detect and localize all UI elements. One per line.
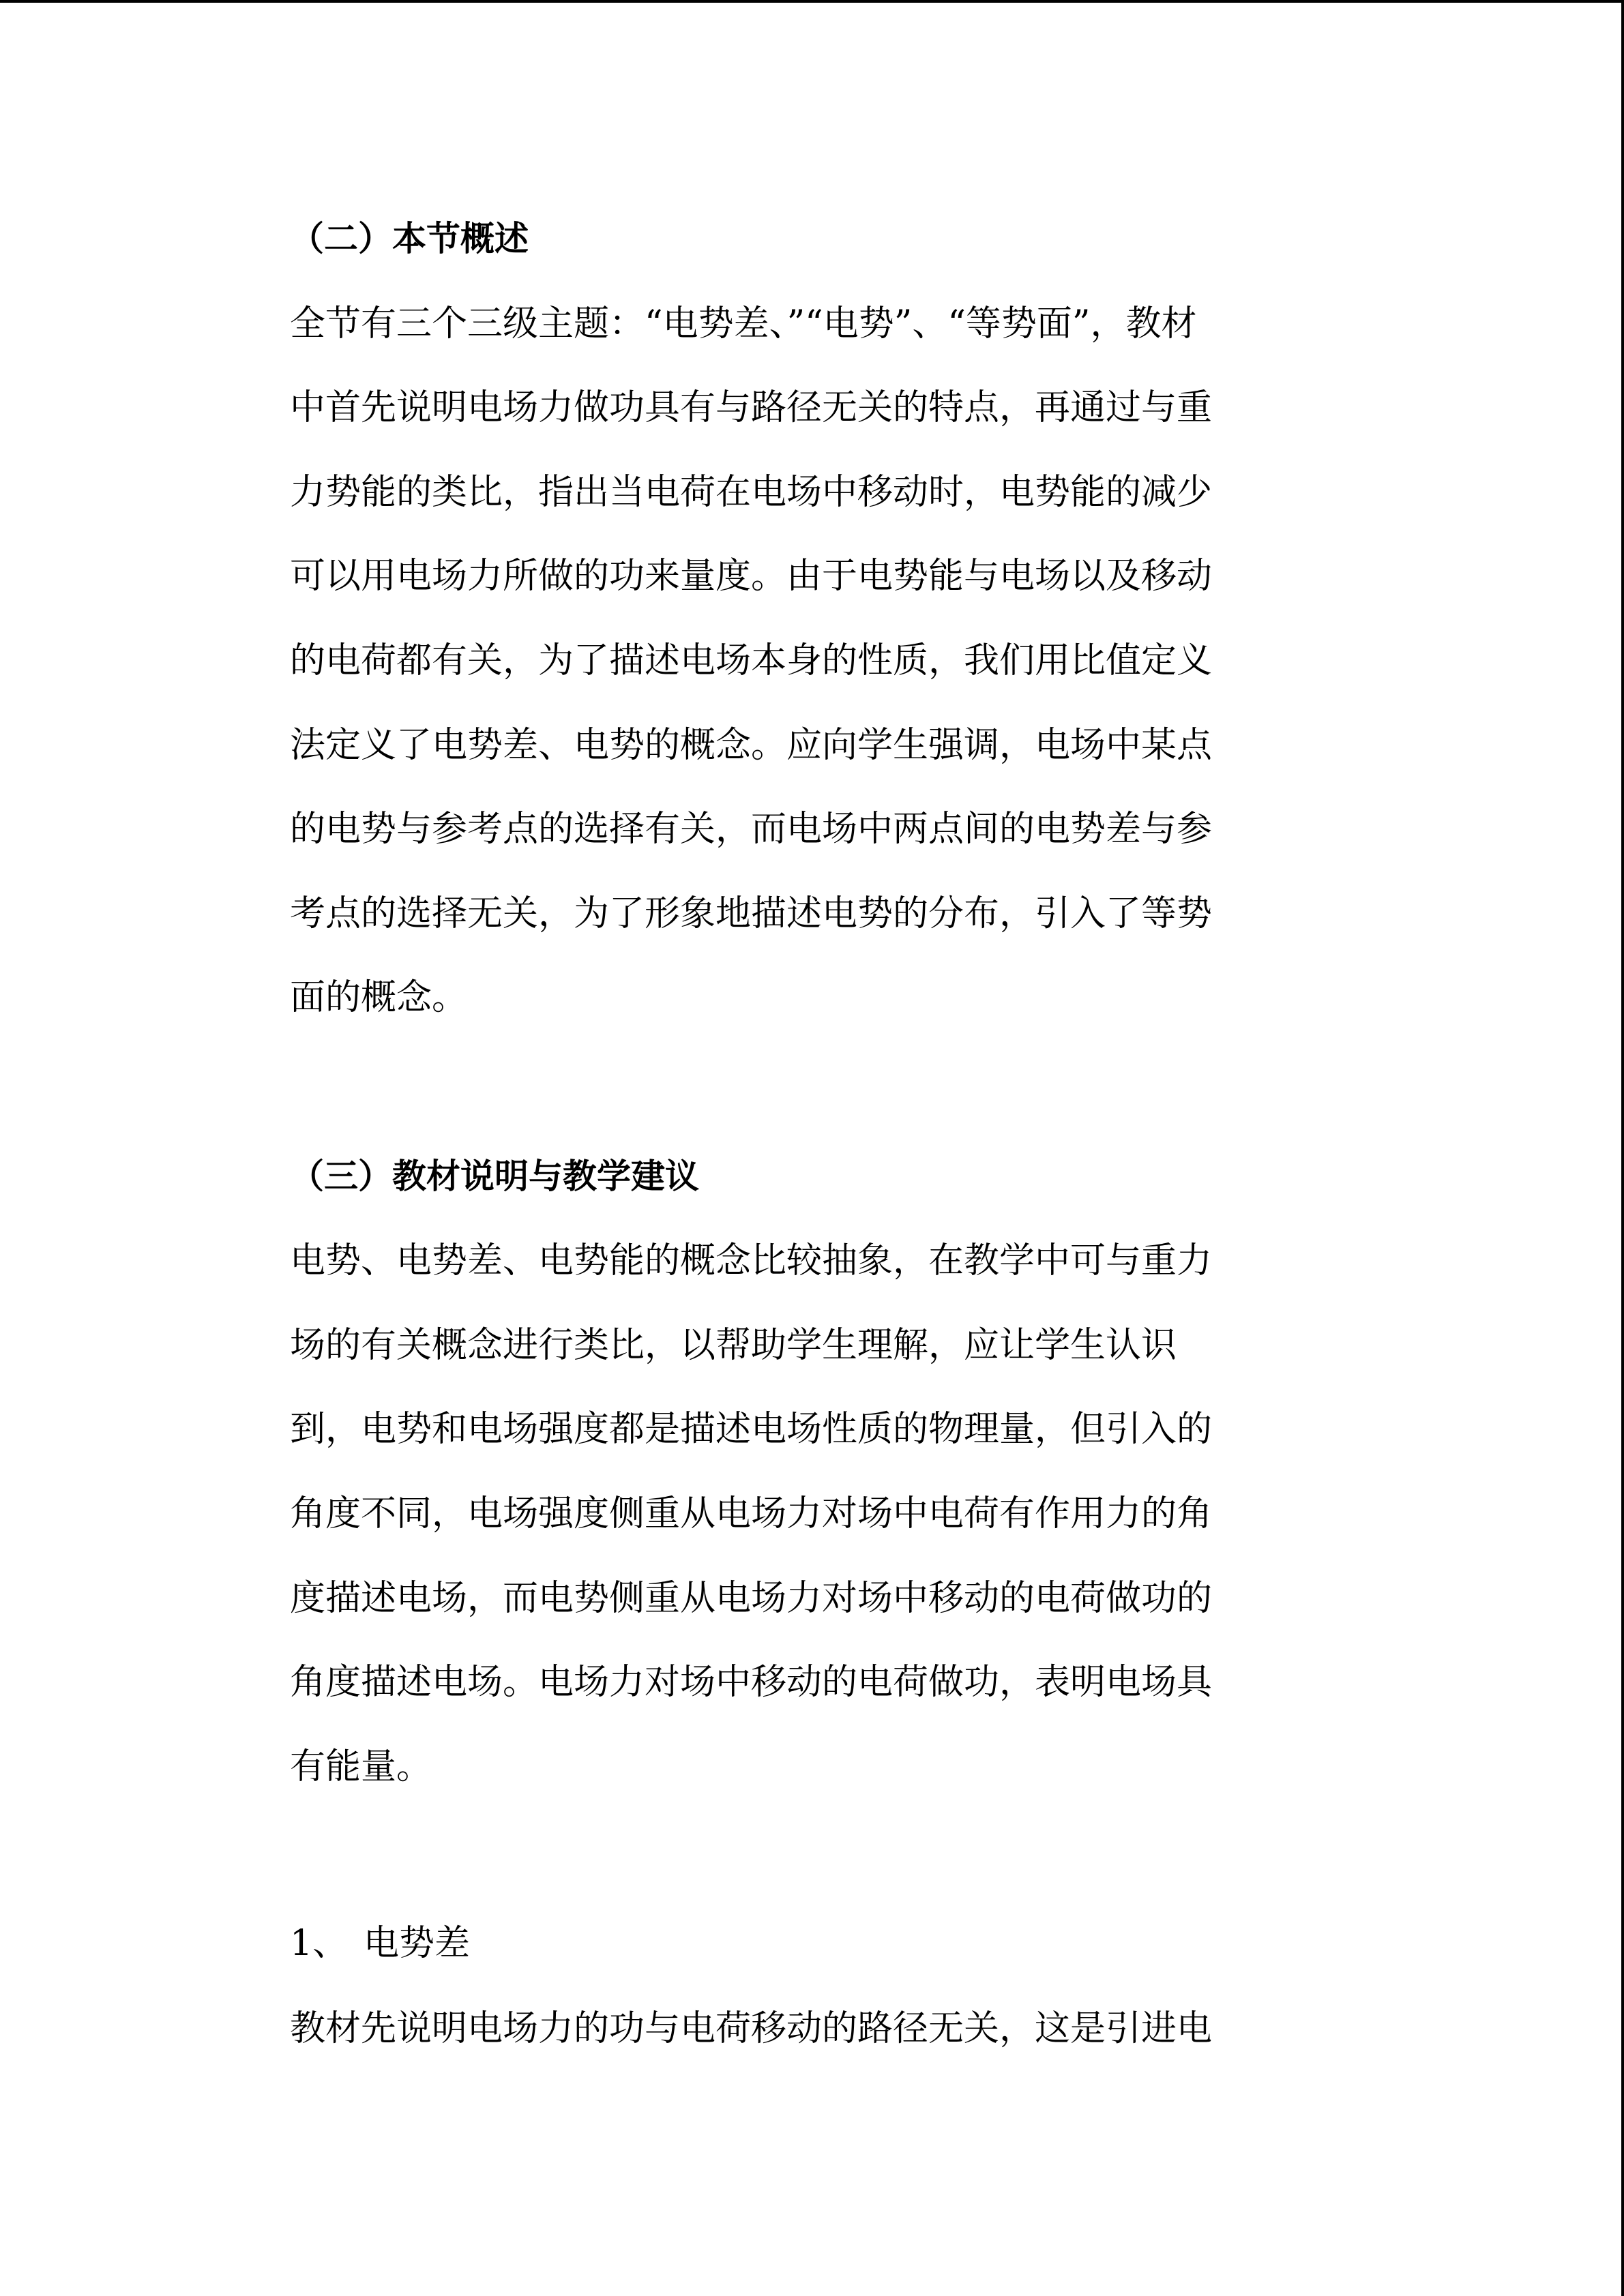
section2-line-4: 可以用电场力所做的功来量度。由于电势能与电场以及移动 bbox=[290, 556, 1213, 597]
section2-line-5: 的电荷都有关，为了描述电场本身的性质，我们用比值定义 bbox=[290, 640, 1213, 681]
section3-line-6: 角度描述电场。电场力对场中移动的电荷做功，表明电场具 bbox=[290, 1662, 1213, 1703]
section2-line-8: 考点的选择无关，为了形象地描述电势的分布，引入了等势 bbox=[290, 893, 1213, 934]
subsection1-line-1: 教材先说明电场力的功与电荷移动的路径无关，这是引进电 bbox=[290, 2008, 1213, 2049]
subsection1-title: 电势差 bbox=[364, 1923, 471, 1964]
section3-line-2: 场的有关概念进行类比，以帮助学生理解，应让学生认识 bbox=[290, 1325, 1177, 1366]
section3-line-4: 角度不同，电场强度侧重从电场力对场中电荷有作用力的角 bbox=[290, 1493, 1213, 1534]
section2-heading: （二）本节概述 bbox=[290, 218, 529, 258]
page-top-border bbox=[0, 0, 1624, 3]
section3-line-3: 到，电势和电场强度都是描述电场性质的物理量，但引入的 bbox=[290, 1409, 1213, 1450]
section3-heading: （三）教材说明与教学建议 bbox=[290, 1156, 699, 1196]
section3-line-1: 电势、电势差、电势能的概念比较抽象，在教学中可与重力 bbox=[290, 1240, 1213, 1281]
section2-line-9: 面的概念。 bbox=[290, 977, 468, 1018]
subsection1-number: 1、 bbox=[290, 1923, 349, 1964]
section2-line-7: 的电势与参考点的选择有关，而电场中两点间的电势差与参 bbox=[290, 809, 1213, 850]
section2-line-2: 中首先说明电场力做功具有与路径无关的特点，再通过与重 bbox=[290, 387, 1213, 428]
subsection1-heading bbox=[290, 1920, 470, 1967]
section3-line-7: 有能量。 bbox=[290, 1746, 432, 1787]
section3-line-5: 度描述电场，而电势侧重从电场力对场中移动的电荷做功的 bbox=[290, 1578, 1213, 1619]
section2-line-6: 法定义了电势差、电势的概念。应向学生强调，电场中某点 bbox=[290, 725, 1213, 766]
page-right-border bbox=[1621, 0, 1624, 2296]
section2-line-1: 全节有三个三级主题：“电势差、”“电势”、“等势面”，教材 bbox=[290, 303, 1197, 344]
section2-line-3: 力势能的类比，指出当电荷在电场中移动时，电势能的减少 bbox=[290, 472, 1213, 513]
